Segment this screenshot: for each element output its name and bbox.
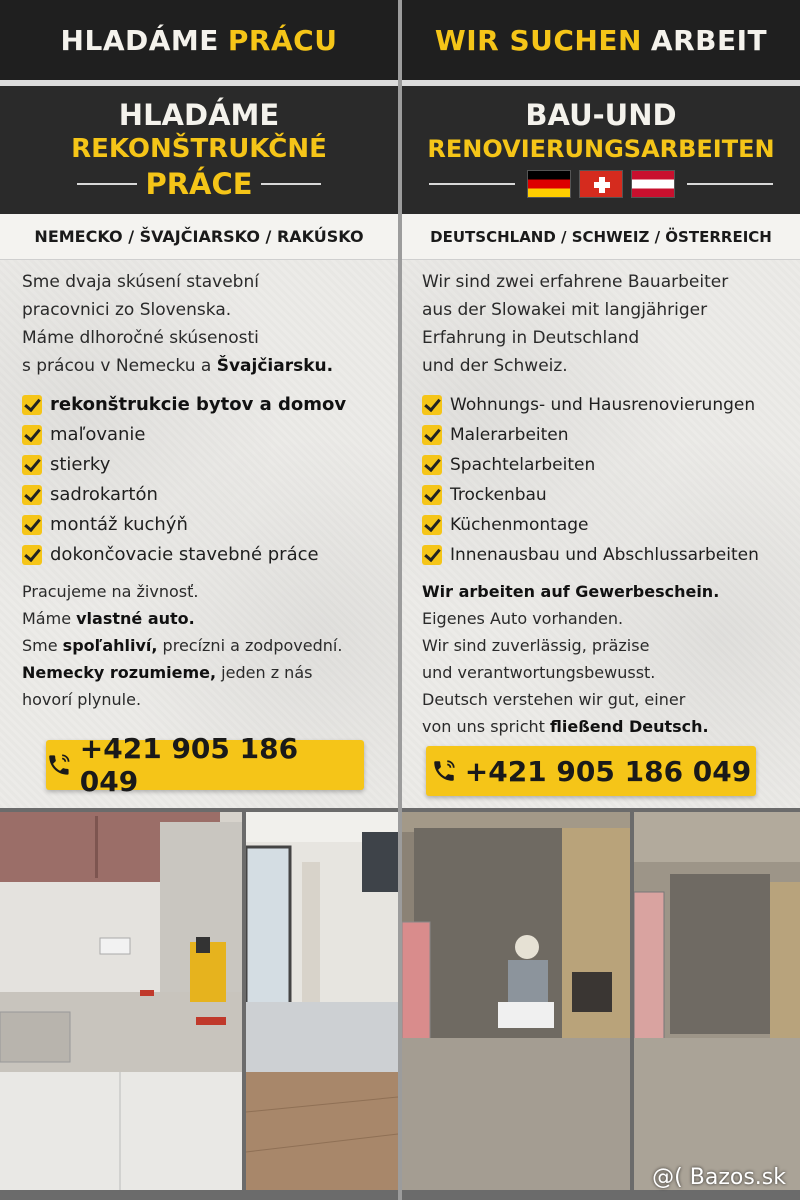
- extra-text: jeden z nás: [216, 663, 313, 682]
- phone-icon: [46, 752, 72, 778]
- extra-text: Sme: [22, 636, 63, 655]
- headline-line1: HLADÁME: [118, 98, 280, 132]
- intro: [22, 268, 382, 380]
- extra-bold: vlastné auto.: [76, 609, 195, 628]
- list-item-label: dokončovacie stavebné práce: [50, 544, 319, 565]
- list-item-label: Trockenbau: [450, 485, 547, 505]
- headline-line3-row: [0, 166, 398, 202]
- headline-line3: PRÁCE: [145, 167, 253, 201]
- extra-line: [422, 713, 784, 740]
- headline-block: [0, 86, 398, 214]
- list-item-label: maľovanie: [50, 424, 146, 445]
- intro-text: s prácou v Nemecku a: [22, 356, 217, 376]
- extra-text: von uns spricht: [422, 717, 550, 736]
- kitchen-photo: [0, 812, 242, 1190]
- flag-row: [402, 170, 800, 198]
- extra-line: [22, 605, 382, 632]
- body-text: [422, 268, 784, 740]
- country-text: / ÖSTERREICH: [654, 227, 772, 246]
- extra-line: Deutsch verstehen wir gut, einer: [422, 690, 686, 709]
- kitchen-illustration: [0, 812, 242, 1190]
- intro-line: aus der Slowakei mit langjähriger: [422, 300, 708, 320]
- extra-line: hovorí plynule.: [22, 690, 142, 709]
- extra-line: Pracujeme na živnosť.: [22, 582, 199, 601]
- countries-bar: NEMECKO / ŠVAJČIARSKO / RAKÚSKO: [0, 214, 398, 260]
- check-icon: [22, 485, 42, 505]
- headline-line1: BAU-UND: [525, 98, 677, 132]
- check-icon: [22, 455, 42, 475]
- list-item-label: sadrokartón: [50, 484, 158, 505]
- check-icon: [22, 425, 42, 445]
- countries-bar: [402, 214, 800, 260]
- phone-number: +421 905 186 049: [79, 732, 299, 798]
- worker-photo: [402, 812, 630, 1190]
- intro-line: Erfahrung in Deutschland: [422, 328, 640, 348]
- phone-button[interactable]: [426, 746, 756, 796]
- rule-right: [261, 183, 321, 185]
- extra-line: [22, 659, 382, 686]
- body-text: [22, 268, 382, 713]
- extra-info: [22, 578, 382, 713]
- extra-line: und verantwortungsbewusst.: [422, 663, 656, 682]
- check-icon: [422, 425, 442, 445]
- german-flyer: [402, 0, 800, 808]
- list-item-label: montáž kuchýň: [50, 514, 188, 535]
- extra-bold: spoľahliví,: [62, 636, 158, 655]
- check-icon: [422, 515, 442, 535]
- renovation-illustration: [634, 812, 800, 1190]
- rule-left: [77, 183, 137, 185]
- country-text: DEUTSCHLAND /: [430, 227, 567, 246]
- list-item: [422, 480, 784, 510]
- extra-text: Máme: [22, 609, 77, 628]
- list-item-label: stierky: [50, 454, 111, 475]
- top-title-yellow: PRÁCU: [227, 23, 338, 57]
- intro-line: Máme dlhoročné skúsenosti: [22, 328, 259, 348]
- switzerland-flag-icon: [579, 170, 623, 198]
- phone-number: +421 905 186 049: [464, 754, 752, 788]
- intro-line: pracovnici zo Slovenska.: [22, 300, 232, 320]
- check-icon: [22, 545, 42, 565]
- check-icon: [22, 395, 42, 415]
- watermark: @( Bazos.sk: [652, 1165, 786, 1190]
- extra-bold: Nemecky rozumieme,: [22, 663, 217, 682]
- list-item: [422, 510, 784, 540]
- list-item: [422, 450, 784, 480]
- list-item: [22, 510, 382, 540]
- rule-right: [687, 183, 773, 185]
- top-title: [402, 0, 800, 80]
- extra-info: [422, 578, 784, 740]
- intro-line: und der Schweiz.: [422, 356, 568, 376]
- list-item-label: Innenausbau und Abschlussarbeiten: [450, 545, 759, 565]
- austria-flag-icon: [631, 170, 675, 198]
- extra-bold: Wir arbeiten auf Gewerbeschein.: [422, 582, 720, 601]
- list-item: [422, 420, 784, 450]
- intro-line: Sme dvaja skúsení stavební: [22, 272, 259, 292]
- list-item: [22, 540, 382, 570]
- check-icon: [422, 455, 442, 475]
- intro: [422, 268, 784, 380]
- top-title-yellow: WIR SUCHEN: [434, 23, 642, 57]
- phone-button[interactable]: [46, 732, 364, 798]
- list-item-label: Küchenmontage: [450, 515, 589, 535]
- extra-line: [22, 632, 382, 659]
- phone-icon: [431, 758, 457, 784]
- germany-flag-icon: [527, 170, 571, 198]
- check-icon: [22, 515, 42, 535]
- top-title: [0, 0, 398, 80]
- service-list: [22, 390, 382, 570]
- list-item: [422, 540, 784, 570]
- check-icon: [422, 545, 442, 565]
- list-item-label: Wohnungs- und Hausrenovierungen: [450, 395, 756, 415]
- slovak-flyer: [0, 0, 398, 808]
- list-item: [22, 420, 382, 450]
- room-illustration: [246, 812, 398, 1190]
- service-list: [422, 390, 784, 570]
- list-item-label: Spachtelarbeiten: [450, 455, 596, 475]
- country-text: SCHWEIZ: [571, 227, 650, 246]
- list-item: [422, 390, 784, 420]
- headline-line2: RENOVIERUNGSARBEITEN: [427, 135, 775, 163]
- extra-line: Wir sind zuverlässig, präzise: [422, 636, 650, 655]
- extra-text: precízni a zodpovední.: [157, 636, 343, 655]
- top-title-white: ARBEIT: [650, 23, 768, 57]
- headline-block: [402, 86, 800, 214]
- check-icon: [422, 485, 442, 505]
- intro-bold: Švajčiarsku.: [216, 356, 334, 376]
- extra-line: [422, 578, 784, 605]
- list-item: [22, 390, 382, 420]
- check-icon: [422, 395, 442, 415]
- worker-illustration: [402, 812, 630, 1190]
- renovation-photo: [634, 812, 800, 1190]
- rule-left: [429, 183, 515, 185]
- list-item: [22, 450, 382, 480]
- list-item-label: rekonštrukcie bytov a domov: [50, 394, 347, 415]
- extra-line: Eigenes Auto vorhanden.: [422, 609, 624, 628]
- intro-line: [22, 352, 382, 380]
- headline-line2: REKONŠTRUKČNÉ: [71, 134, 327, 164]
- list-item: [22, 480, 382, 510]
- top-title-white: HLADÁME: [60, 23, 219, 57]
- intro-line: Wir sind zwei erfahrene Bauarbeiter: [422, 272, 729, 292]
- room-photo: [246, 812, 398, 1190]
- extra-bold: fließend Deutsch.: [550, 717, 709, 736]
- list-item-label: Malerarbeiten: [450, 425, 569, 445]
